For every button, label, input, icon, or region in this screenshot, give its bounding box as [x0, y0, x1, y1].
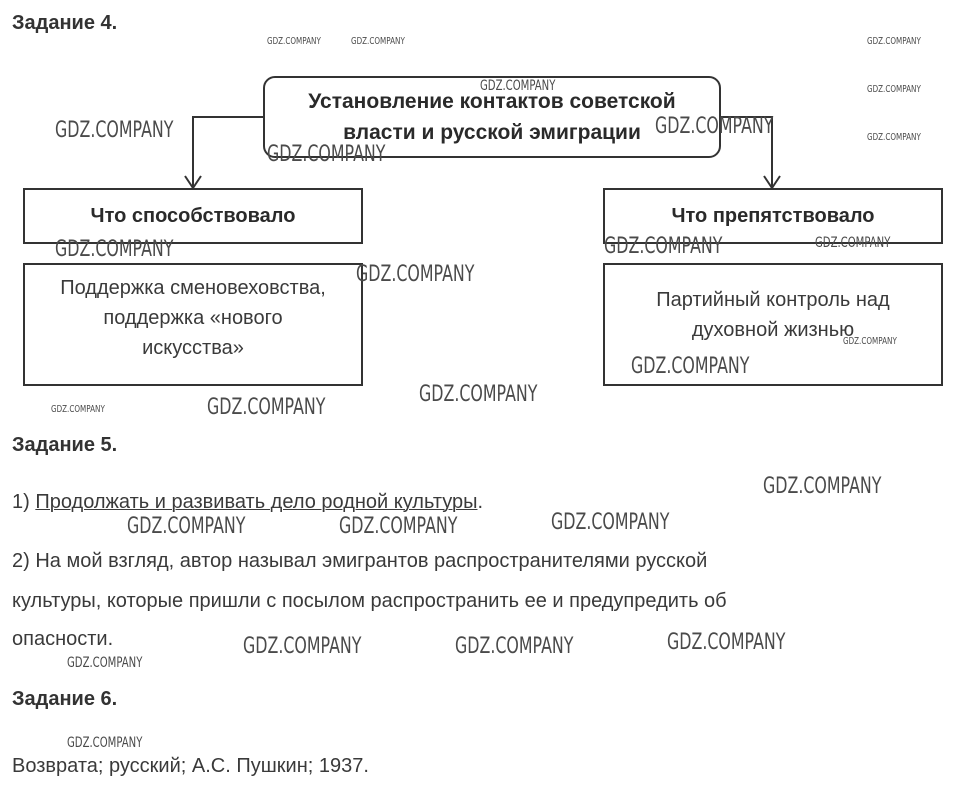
- left-content-line3: искусства»: [142, 337, 244, 359]
- task5-heading: Задание 5.: [12, 434, 118, 456]
- watermark: GDZ.COMPANY: [267, 142, 386, 167]
- answer1-suffix: .: [477, 491, 484, 513]
- task6-answer: Возврата; русский; А.С. Пушкин; 1937.: [12, 755, 369, 777]
- watermark: GDZ.COMPANY: [207, 395, 326, 420]
- watermark: GDZ.COMPANY: [667, 630, 786, 655]
- answer1-text: Продолжать и развивать дело родной культуры: [35, 491, 478, 513]
- watermark: GDZ.COMPANY: [551, 510, 670, 535]
- watermark: GDZ.COMPANY: [351, 36, 405, 47]
- watermark: GDZ.COMPANY: [127, 514, 246, 539]
- watermark: GDZ.COMPANY: [815, 235, 891, 251]
- watermark: GDZ.COMPANY: [419, 382, 538, 407]
- watermark: GDZ.COMPANY: [631, 354, 750, 379]
- watermark: GDZ.COMPANY: [763, 474, 882, 499]
- answer1-prefix: 1): [12, 491, 36, 513]
- watermark: GDZ.COMPANY: [243, 634, 362, 659]
- task5-answer2-line1: 2) На мой взгляд, автор называл эмигрантов распространителями русской: [12, 550, 708, 572]
- watermark: GDZ.COMPANY: [604, 234, 723, 259]
- task5-answer2-line2: культуры, которые пришли с посылом распространить ее и предупредить об: [12, 590, 727, 612]
- watermark: GDZ.COMPANY: [867, 84, 921, 95]
- task5-answer1: [12, 491, 483, 514]
- watermark: GDZ.COMPANY: [455, 634, 574, 659]
- left-content-box: [23, 263, 363, 386]
- watermark: GDZ.COMPANY: [55, 237, 174, 262]
- right-content-line2: духовной жизнью: [691, 319, 855, 341]
- task4-heading: Задание 4.: [12, 12, 118, 34]
- watermark: GDZ.COMPANY: [356, 262, 475, 287]
- root-text-line1: Установление контактов советской: [308, 90, 676, 113]
- watermark: GDZ.COMPANY: [843, 336, 897, 347]
- arrow-left-line: [193, 117, 263, 186]
- watermark: GDZ.COMPANY: [267, 36, 321, 47]
- right-label-text: Что препятствовало: [671, 204, 875, 227]
- watermark: GDZ.COMPANY: [51, 404, 105, 415]
- watermark: GDZ.COMPANY: [339, 514, 458, 539]
- watermark: GDZ.COMPANY: [480, 78, 556, 94]
- watermark: GDZ.COMPANY: [67, 735, 143, 751]
- left-content-line2: поддержка «нового: [103, 307, 283, 329]
- watermark: GDZ.COMPANY: [55, 118, 174, 143]
- right-content-line1: Партийный контроль над: [656, 289, 890, 311]
- watermark: GDZ.COMPANY: [867, 132, 921, 143]
- watermark: GDZ.COMPANY: [655, 114, 774, 139]
- left-label-box: [23, 188, 363, 244]
- watermark: GDZ.COMPANY: [867, 36, 921, 47]
- left-label-text: Что способствовало: [90, 204, 296, 227]
- task5-answer2-line3: опасности.: [12, 628, 114, 650]
- left-content-line1: Поддержка сменовеховства,: [60, 277, 326, 299]
- watermark: GDZ.COMPANY: [67, 655, 143, 671]
- task6-heading: Задание 6.: [12, 688, 118, 710]
- root-text-line2: власти и русской эмиграции: [343, 121, 641, 144]
